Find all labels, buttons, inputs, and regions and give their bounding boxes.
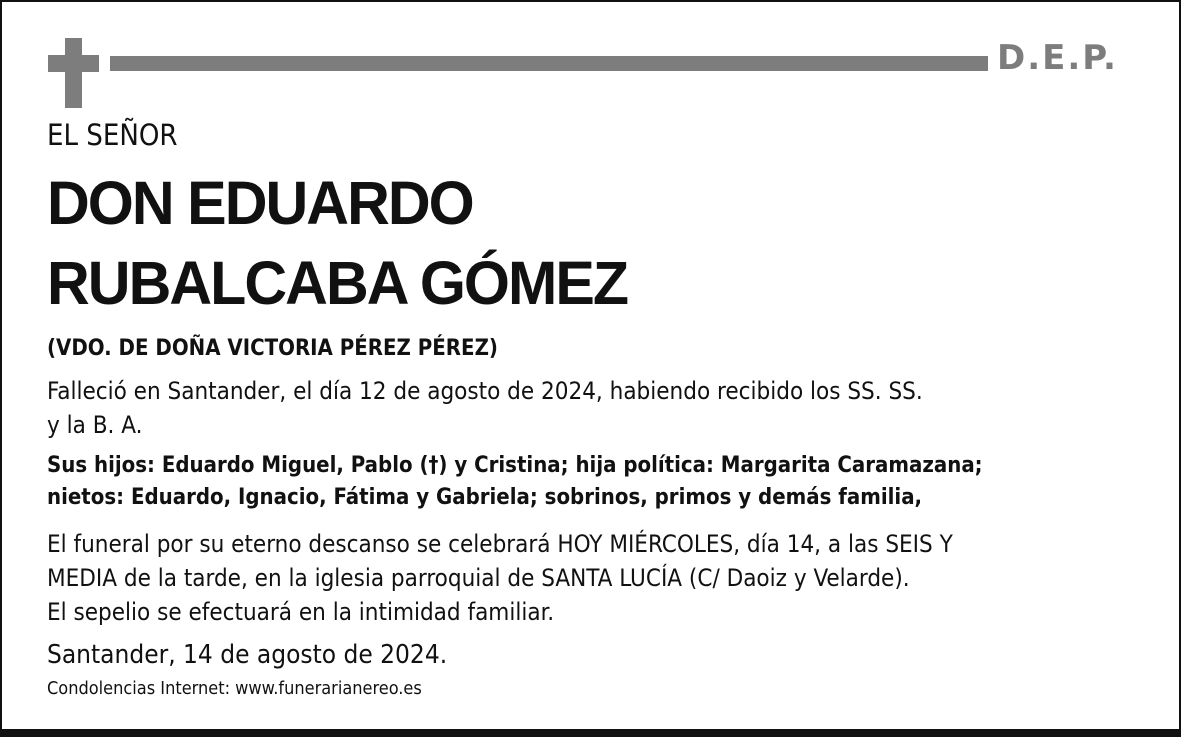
header-rule (110, 56, 988, 71)
deceased-name-line1: DON EDUARDO (47, 169, 473, 237)
death-line: Falleció en Santander, el día 12 de agosto de 2024, habiendo recibido los SS. SS. (47, 377, 923, 405)
family-paragraph (47, 450, 983, 514)
funeral-line: El sepelio se efectuará en la intimidad familiar. (47, 598, 555, 626)
funeral-line: MEDIA de la tarde, en la iglesia parroquial de SANTA LUCÍA (C/ Daoiz y Velarde). (47, 564, 910, 592)
family-line: nietos: Eduardo, Ignacio, Fátima y Gabriela; sobrinos, primos y demás familia, (47, 485, 923, 510)
widower-note: (VDO. DE DOÑA VICTORIA PÉREZ PÉREZ) (47, 336, 498, 361)
condolences-link[interactable]: Condolencias Internet: www.funerarianereo.es (47, 678, 422, 699)
title-prefix: EL SEÑOR (47, 118, 178, 152)
death-line: y la B. A. (47, 411, 143, 439)
deceased-name-line2: RUBALCABA GÓMEZ (47, 249, 628, 317)
funeral-line: El funeral por su eterno descanso se celebrará HOY MIÉRCOLES, día 14, a las SEIS Y (47, 530, 953, 558)
funeral-paragraph (47, 527, 953, 629)
cross-horizontal-bar (48, 55, 99, 72)
cross-vertical-bar (65, 38, 82, 108)
dep-label: D.E.P. (997, 38, 1118, 78)
place-date: Santander, 14 de agosto de 2024. (47, 640, 448, 670)
family-line: Sus hijos: Eduardo Miguel, Pablo (†) y Cristina; hija política: Margarita Caramazana; (47, 453, 983, 478)
death-paragraph (47, 374, 923, 442)
